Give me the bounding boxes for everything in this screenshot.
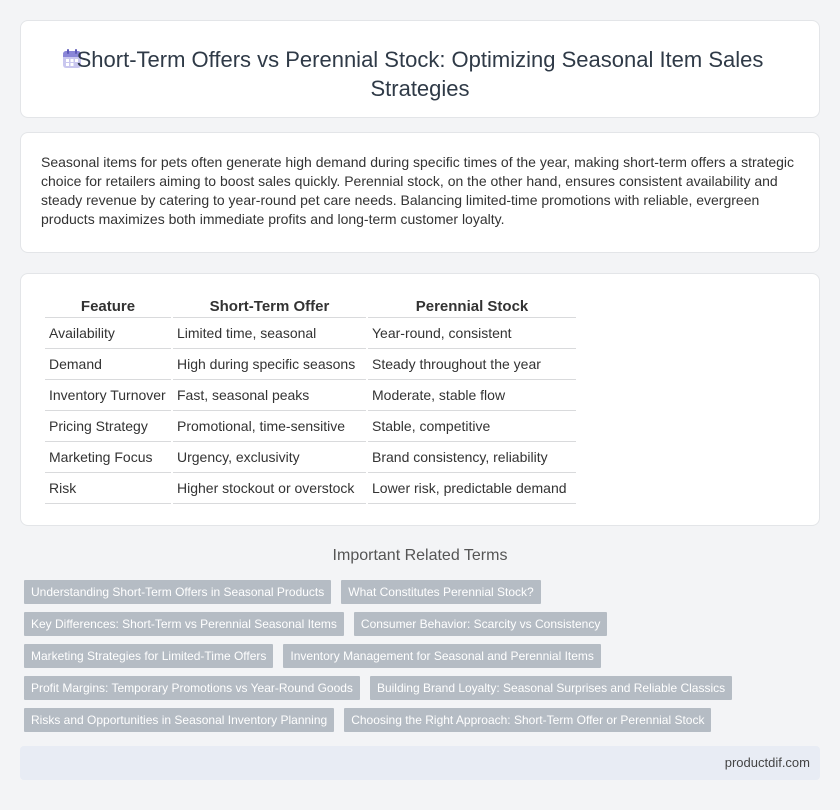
related-term-link[interactable]: Building Brand Loyalty: Seasonal Surprises and Reliable Classics (370, 676, 732, 700)
related-term-link[interactable]: Key Differences: Short-Term vs Perennial Seasonal Items (24, 612, 344, 636)
tag-row (24, 676, 824, 708)
table-row (45, 442, 576, 473)
table-cell: Inventory Turnover (45, 380, 171, 411)
table-row (45, 318, 576, 349)
comparison-table (43, 296, 578, 504)
header-card (20, 20, 820, 118)
column-header-feature: Feature (45, 296, 171, 318)
column-header-perennial: Perennial Stock (368, 296, 576, 318)
table-cell: Year-round, consistent (368, 318, 576, 349)
page-title: Short-Term Offers vs Perennial Stock: Optimizing Seasonal Item Sales Strategies (76, 47, 764, 101)
table-cell: Availability (45, 318, 171, 349)
tag-row (24, 580, 824, 612)
tag-row (24, 708, 824, 740)
table-cell: Higher stockout or overstock (173, 473, 366, 504)
table-cell: High during specific seasons (173, 349, 366, 380)
table-cell: Moderate, stable flow (368, 380, 576, 411)
table-row (45, 411, 576, 442)
table-cell: Pricing Strategy (45, 411, 171, 442)
intro-paragraph: Seasonal items for pets often generate high demand during specific times of the year, making short-term offers a strategic choice for retailers aiming to boost sales quickly. Perennial stock, on the other hand, ensures consistent availability and steady revenue by catering to year-round pet care needs. Balancing limited-time promotions with reliable, evergreen products maximizes both immediate profits and long-term customer loyalty. (41, 154, 795, 227)
table-cell: Marketing Focus (45, 442, 171, 473)
related-term-link[interactable]: Inventory Management for Seasonal and Perennial Items (283, 644, 601, 668)
table-cell: Promotional, time-sensitive (173, 411, 366, 442)
related-term-link[interactable]: Choosing the Right Approach: Short-Term Offer or Perennial Stock (344, 708, 711, 732)
table-cell: Urgency, exclusivity (173, 442, 366, 473)
table-cell: Demand (45, 349, 171, 380)
footer-site-link[interactable]: productdif.com (724, 755, 810, 770)
comparison-card (20, 273, 820, 526)
table-cell: Risk (45, 473, 171, 504)
table-cell: Stable, competitive (368, 411, 576, 442)
table-cell: Fast, seasonal peaks (173, 380, 366, 411)
related-term-link[interactable]: Understanding Short-Term Offers in Seasonal Products (24, 580, 331, 604)
related-terms-list (24, 580, 824, 740)
table-header-row (45, 296, 576, 318)
table-cell: Limited time, seasonal (173, 318, 366, 349)
tag-row (24, 644, 824, 676)
table-row (45, 380, 576, 411)
table-cell: Steady throughout the year (368, 349, 576, 380)
table-cell: Lower risk, predictable demand (368, 473, 576, 504)
footer (20, 746, 820, 780)
related-term-link[interactable]: Marketing Strategies for Limited-Time Offers (24, 644, 273, 668)
intro-card (20, 132, 820, 253)
table-row (45, 473, 576, 504)
related-term-link[interactable]: Consumer Behavior: Scarcity vs Consistency (354, 612, 607, 636)
related-term-link[interactable]: What Constitutes Perennial Stock? (341, 580, 540, 604)
table-cell: Brand consistency, reliability (368, 442, 576, 473)
table-row (45, 349, 576, 380)
tag-row (24, 612, 824, 644)
related-term-link[interactable]: Risks and Opportunities in Seasonal Inventory Planning (24, 708, 334, 732)
related-terms-title: Important Related Terms (332, 547, 508, 564)
column-header-short-term: Short-Term Offer (173, 296, 366, 318)
related-term-link[interactable]: Profit Margins: Temporary Promotions vs Year-Round Goods (24, 676, 360, 700)
